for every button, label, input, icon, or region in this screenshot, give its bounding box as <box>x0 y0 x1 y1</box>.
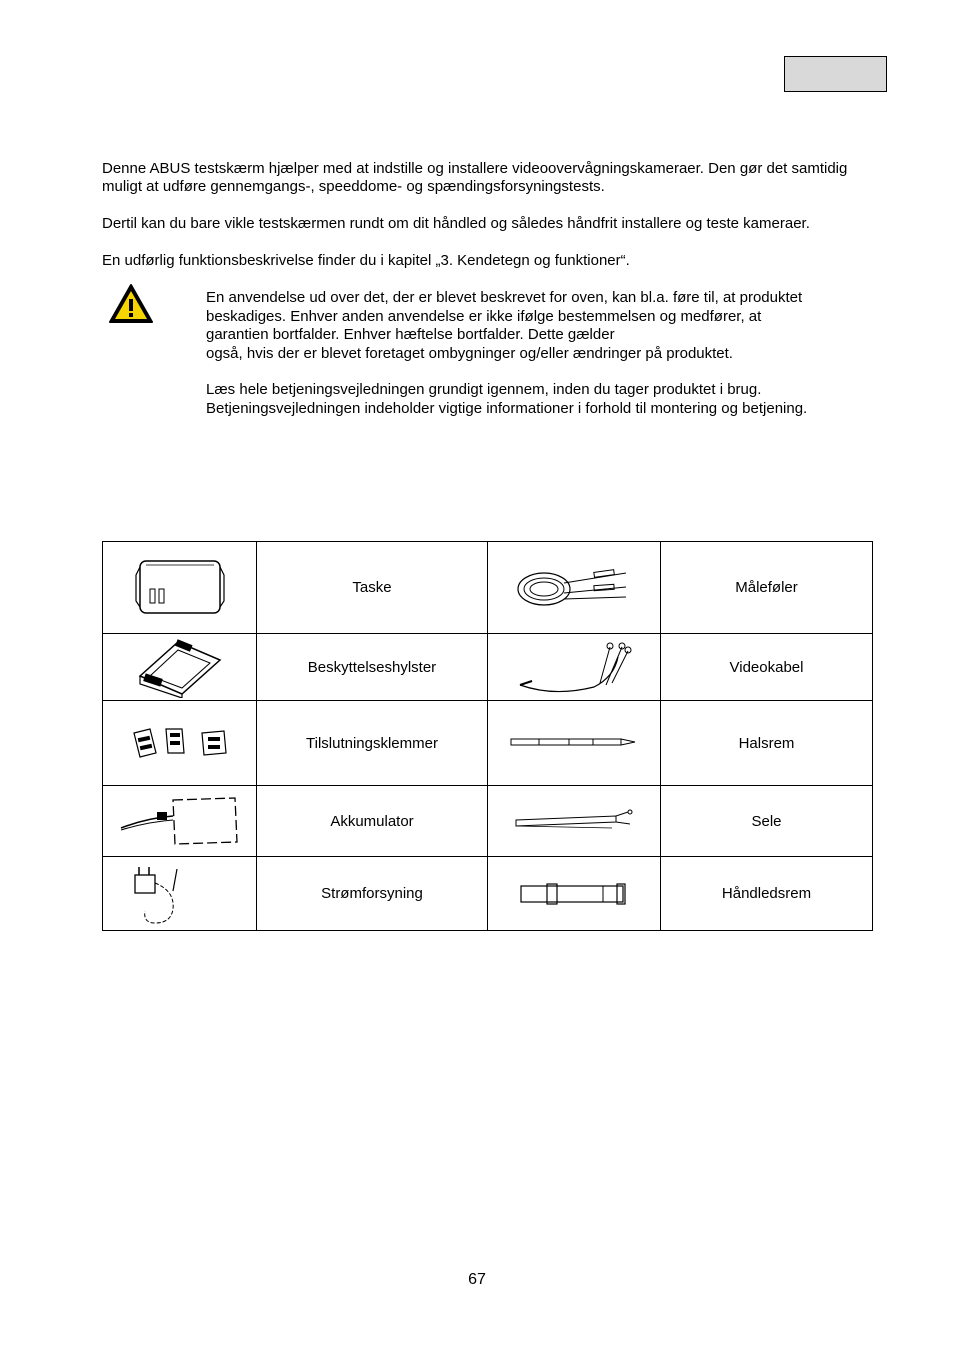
bag-icon <box>132 555 228 621</box>
item-label: Strømforsyning <box>257 857 488 931</box>
item-label: Videokabel <box>661 634 873 701</box>
warning-line: En anvendelse ud over det, der er blevet beskrevet for oven, kan bl.a. føre til, at produktet <box>206 289 803 306</box>
battery-image <box>103 786 257 857</box>
video-cable-icon <box>514 637 634 697</box>
terminal-clamps-icon <box>128 723 232 763</box>
table-row <box>103 857 873 931</box>
bag-image <box>103 542 257 634</box>
item-label: Tilslutningsklemmer <box>257 701 488 786</box>
neck-strap-icon <box>509 733 639 753</box>
reference-paragraph: En udførlig funktionsbeskrivelse finder du i kapitel „3. Kendetegn og funktioner“. <box>102 252 630 269</box>
power-supply-image <box>103 857 257 931</box>
protective-sleeve-icon <box>132 636 228 698</box>
warning-text <box>206 289 876 418</box>
power-supply-icon <box>125 861 235 927</box>
video-cable-image <box>488 634 661 701</box>
item-label: Taske <box>257 542 488 634</box>
wrist-strap-icon <box>519 882 629 906</box>
table-row <box>103 701 873 786</box>
warning-line: Læs hele betjeningsvejledningen grundigt igennem, inden du tager produktet i brug. <box>206 381 762 398</box>
wrist-paragraph: Dertil kan du bare vikle testskærmen rundt om dit håndled og således håndfrit installere og teste kameraer. <box>102 215 810 232</box>
harness-icon <box>512 808 636 834</box>
item-label: Håndledsrem <box>661 857 873 931</box>
item-label: Sele <box>661 786 873 857</box>
table-row <box>103 634 873 701</box>
item-label: Halsrem <box>661 701 873 786</box>
table-row <box>103 786 873 857</box>
page-number: 67 <box>468 1271 486 1288</box>
warning-line: beskadiges. Enhver anden anvendelse er ikke ifølge bestemmelsen og medfører, at <box>206 307 762 325</box>
probe-cable-icon <box>514 563 634 613</box>
clamps-image <box>103 701 257 786</box>
delivery-scope-table <box>102 541 873 931</box>
neck-strap-image <box>488 701 661 786</box>
item-label: Beskyttelseshylster <box>257 634 488 701</box>
intro-paragraph: Denne ABUS testskærm hjælper med at indstille og installere videoovervågningskameraer. Den gør det samtidig muligt at udføre gennemgangs-, speeddome- og spændingsforsyningstests. <box>102 160 848 195</box>
warning-line: også, hvis der er blevet foretaget ombygninger og/eller ændringer på produktet. <box>206 344 733 362</box>
item-label: Akkumulator <box>257 786 488 857</box>
battery-icon <box>117 792 243 850</box>
warning-line: garantien bortfalder. Enhver hæftelse bortfalder. Dette gælder <box>206 326 615 343</box>
item-label: Måleføler <box>661 542 873 634</box>
warning-triangle-icon <box>108 283 154 325</box>
language-tab-box <box>784 56 887 92</box>
warning-line: Betjeningsvejledningen indeholder vigtige informationer i forhold til montering og betjening. <box>206 399 808 417</box>
table-row <box>103 542 873 634</box>
sleeve-image <box>103 634 257 701</box>
probe-image <box>488 542 661 634</box>
harness-image <box>488 786 661 857</box>
wrist-strap-image <box>488 857 661 931</box>
